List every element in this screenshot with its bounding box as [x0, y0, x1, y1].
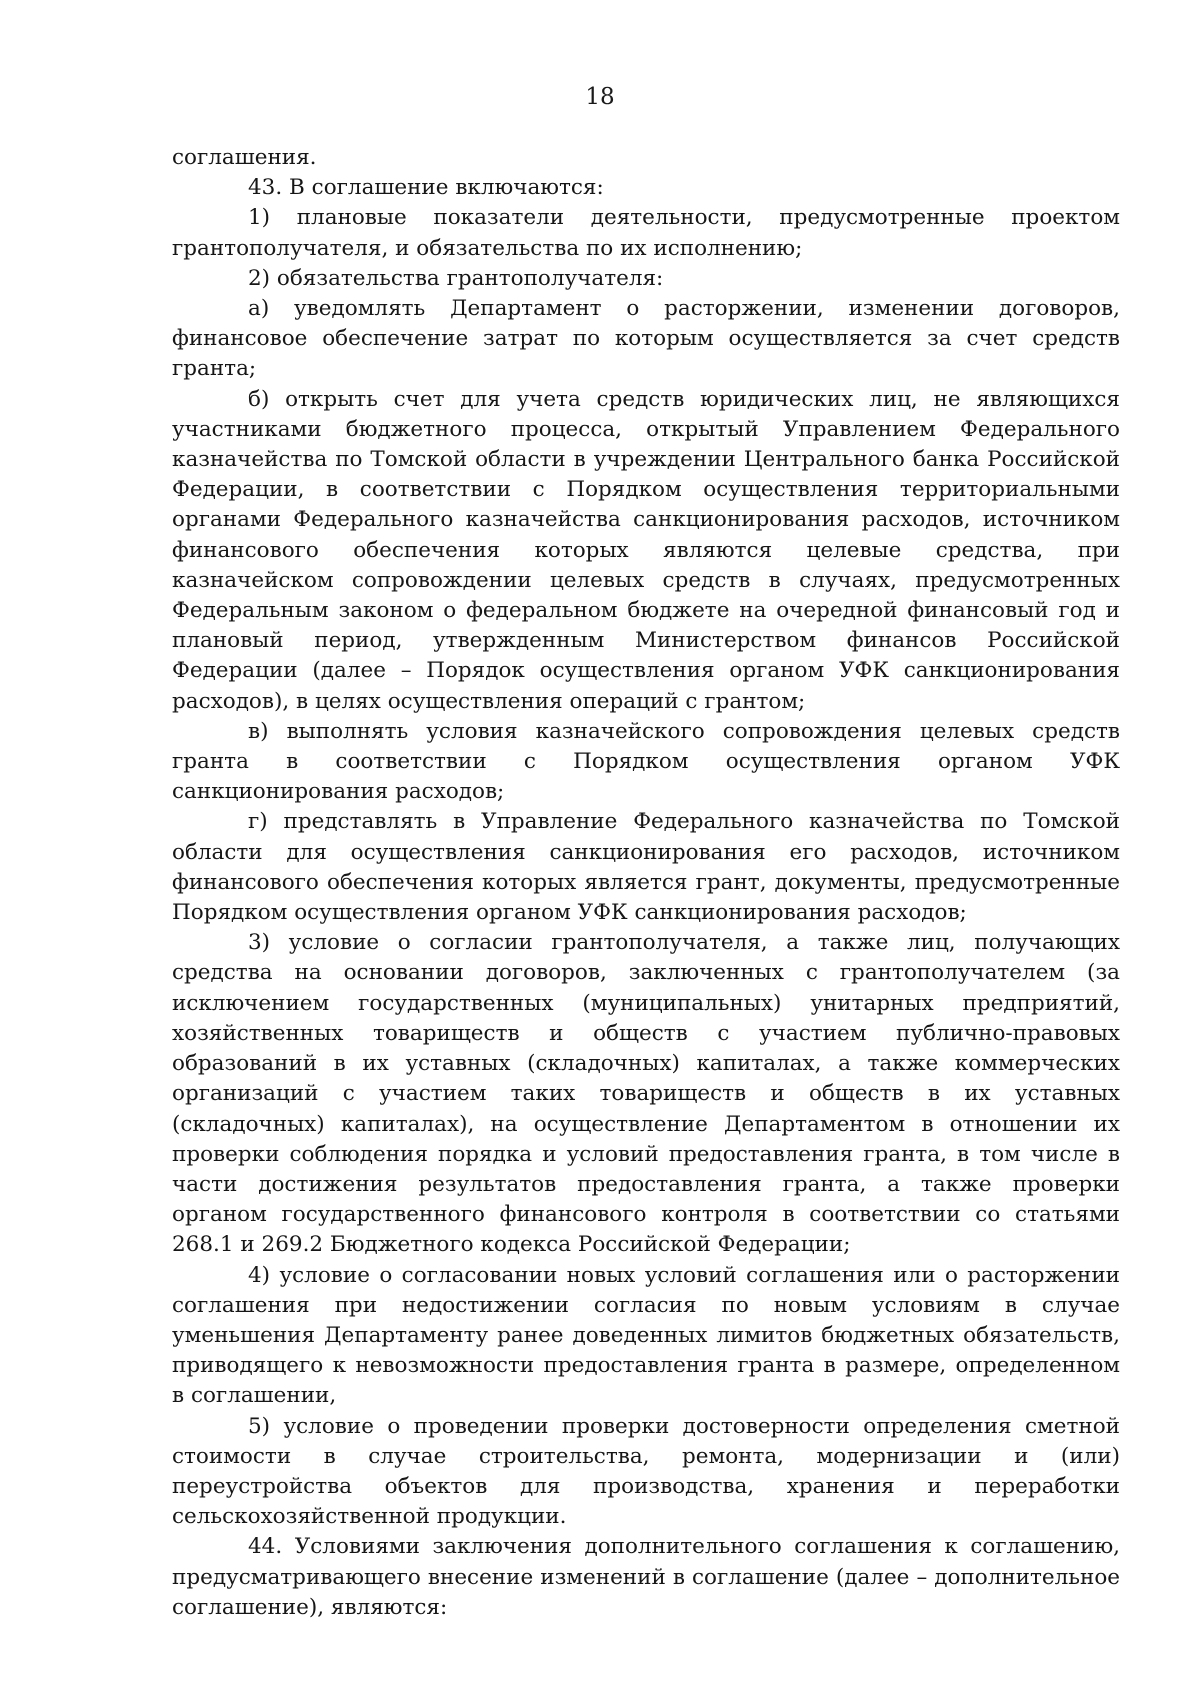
paragraph-subitem-2: 2) обязательства грантополучателя: — [248, 265, 664, 291]
paragraph-subitem-2v: в) выполнять условия казначейского сопровождения целевых средств гранта в соответствии с Порядком осуществления органом УФК санкционирования расходов; — [172, 718, 1120, 805]
paragraph-item-43: 43. В соглашение включаются: — [248, 175, 604, 201]
paragraph-subitem-5: 5) условие о проведении проверки достоверности определения сметной стоимости в случае строительства, ремонта, модернизации и (или) переустройства объектов для производства, хранения и переработки сельскохозяйственной продукции. — [172, 1413, 1120, 1530]
document-body — [172, 143, 1120, 1623]
paragraph-item-44: 44. Условиями заключения дополнительного соглашения к соглашению, предусматривающего внесение изменений в соглашение (далее – дополнительное соглашение), являются: — [172, 1534, 1120, 1620]
paragraph-subitem-2b: б) открыть счет для учета средств юридических лиц, не являющихся участниками бюджетного процесса, открытый Управлением Федерального казначейства по Томской области в учреждении Центрального банка Российской Федерации, в соответствии с Порядком осуществления территориальными органами Федерального казначейства санкционирования расходов, источником финансового обеспечения которых являются целевые средства, при казначейском сопровождении целевых средств в случаях, предусмотренных Федеральным законом о федеральном бюджете на очередной финансовый год и плановый период, утвержденным Министерством финансов Российской Федерации (далее – Порядок осуществления органом УФК санкционирования расходов), в целях осуществления операций с грантом; — [172, 386, 1120, 714]
paragraph-subitem-3: 3) условие о согласии грантополучателя, а также лиц, получающих средства на основании договоров, заключенных с грантополучателем (за исключением государственных (муниципальных) унитарных предприятий, хозяйственных товариществ и обществ с участием публично-правовых образований в их уставных (складочных) капиталах, а также коммерческих организаций с участием таких товариществ и обществ в их уставных (складочных) капиталах), на осуществление Департаментом в отношении их проверки соблюдения порядка и условий предоставления гранта, в том числе в части достижения результатов предоставления гранта, а также проверки органом государственного финансового контроля в соответствии со статьями 268.1 и 269.2 Бюджетного кодекса Российской Федерации; — [172, 930, 1120, 1258]
paragraph-continuation: соглашения. — [172, 145, 317, 170]
paragraph-subitem-2a: а) уведомлять Департамент о расторжении, изменении договоров, финансовое обеспечение затрат по которым осуществляется за счет средств гранта; — [172, 296, 1120, 382]
paragraph-subitem-1: 1) плановые показатели деятельности, предусмотренные проектом грантополучателя, и обязательства по их исполнению; — [172, 205, 1120, 261]
paragraph-subitem-2g: г) представлять в Управление Федерального казначейства по Томской области для осуществления санкционирования его расходов, источником финансового обеспечения которых является грант, документы, предусмотренные Порядком осуществления органом УФК санкционирования расходов; — [172, 809, 1120, 926]
paragraph-subitem-4: 4) условие о согласовании новых условий соглашения или о расторжении соглашения при недостижении согласия по новым условиям в случае уменьшения Департаменту ранее доведенных лимитов бюджетных обязательств, приводящего к невозможности предоставления гранта в размере, определенном в соглашении, — [172, 1262, 1120, 1409]
page-number: 18 — [585, 84, 615, 110]
